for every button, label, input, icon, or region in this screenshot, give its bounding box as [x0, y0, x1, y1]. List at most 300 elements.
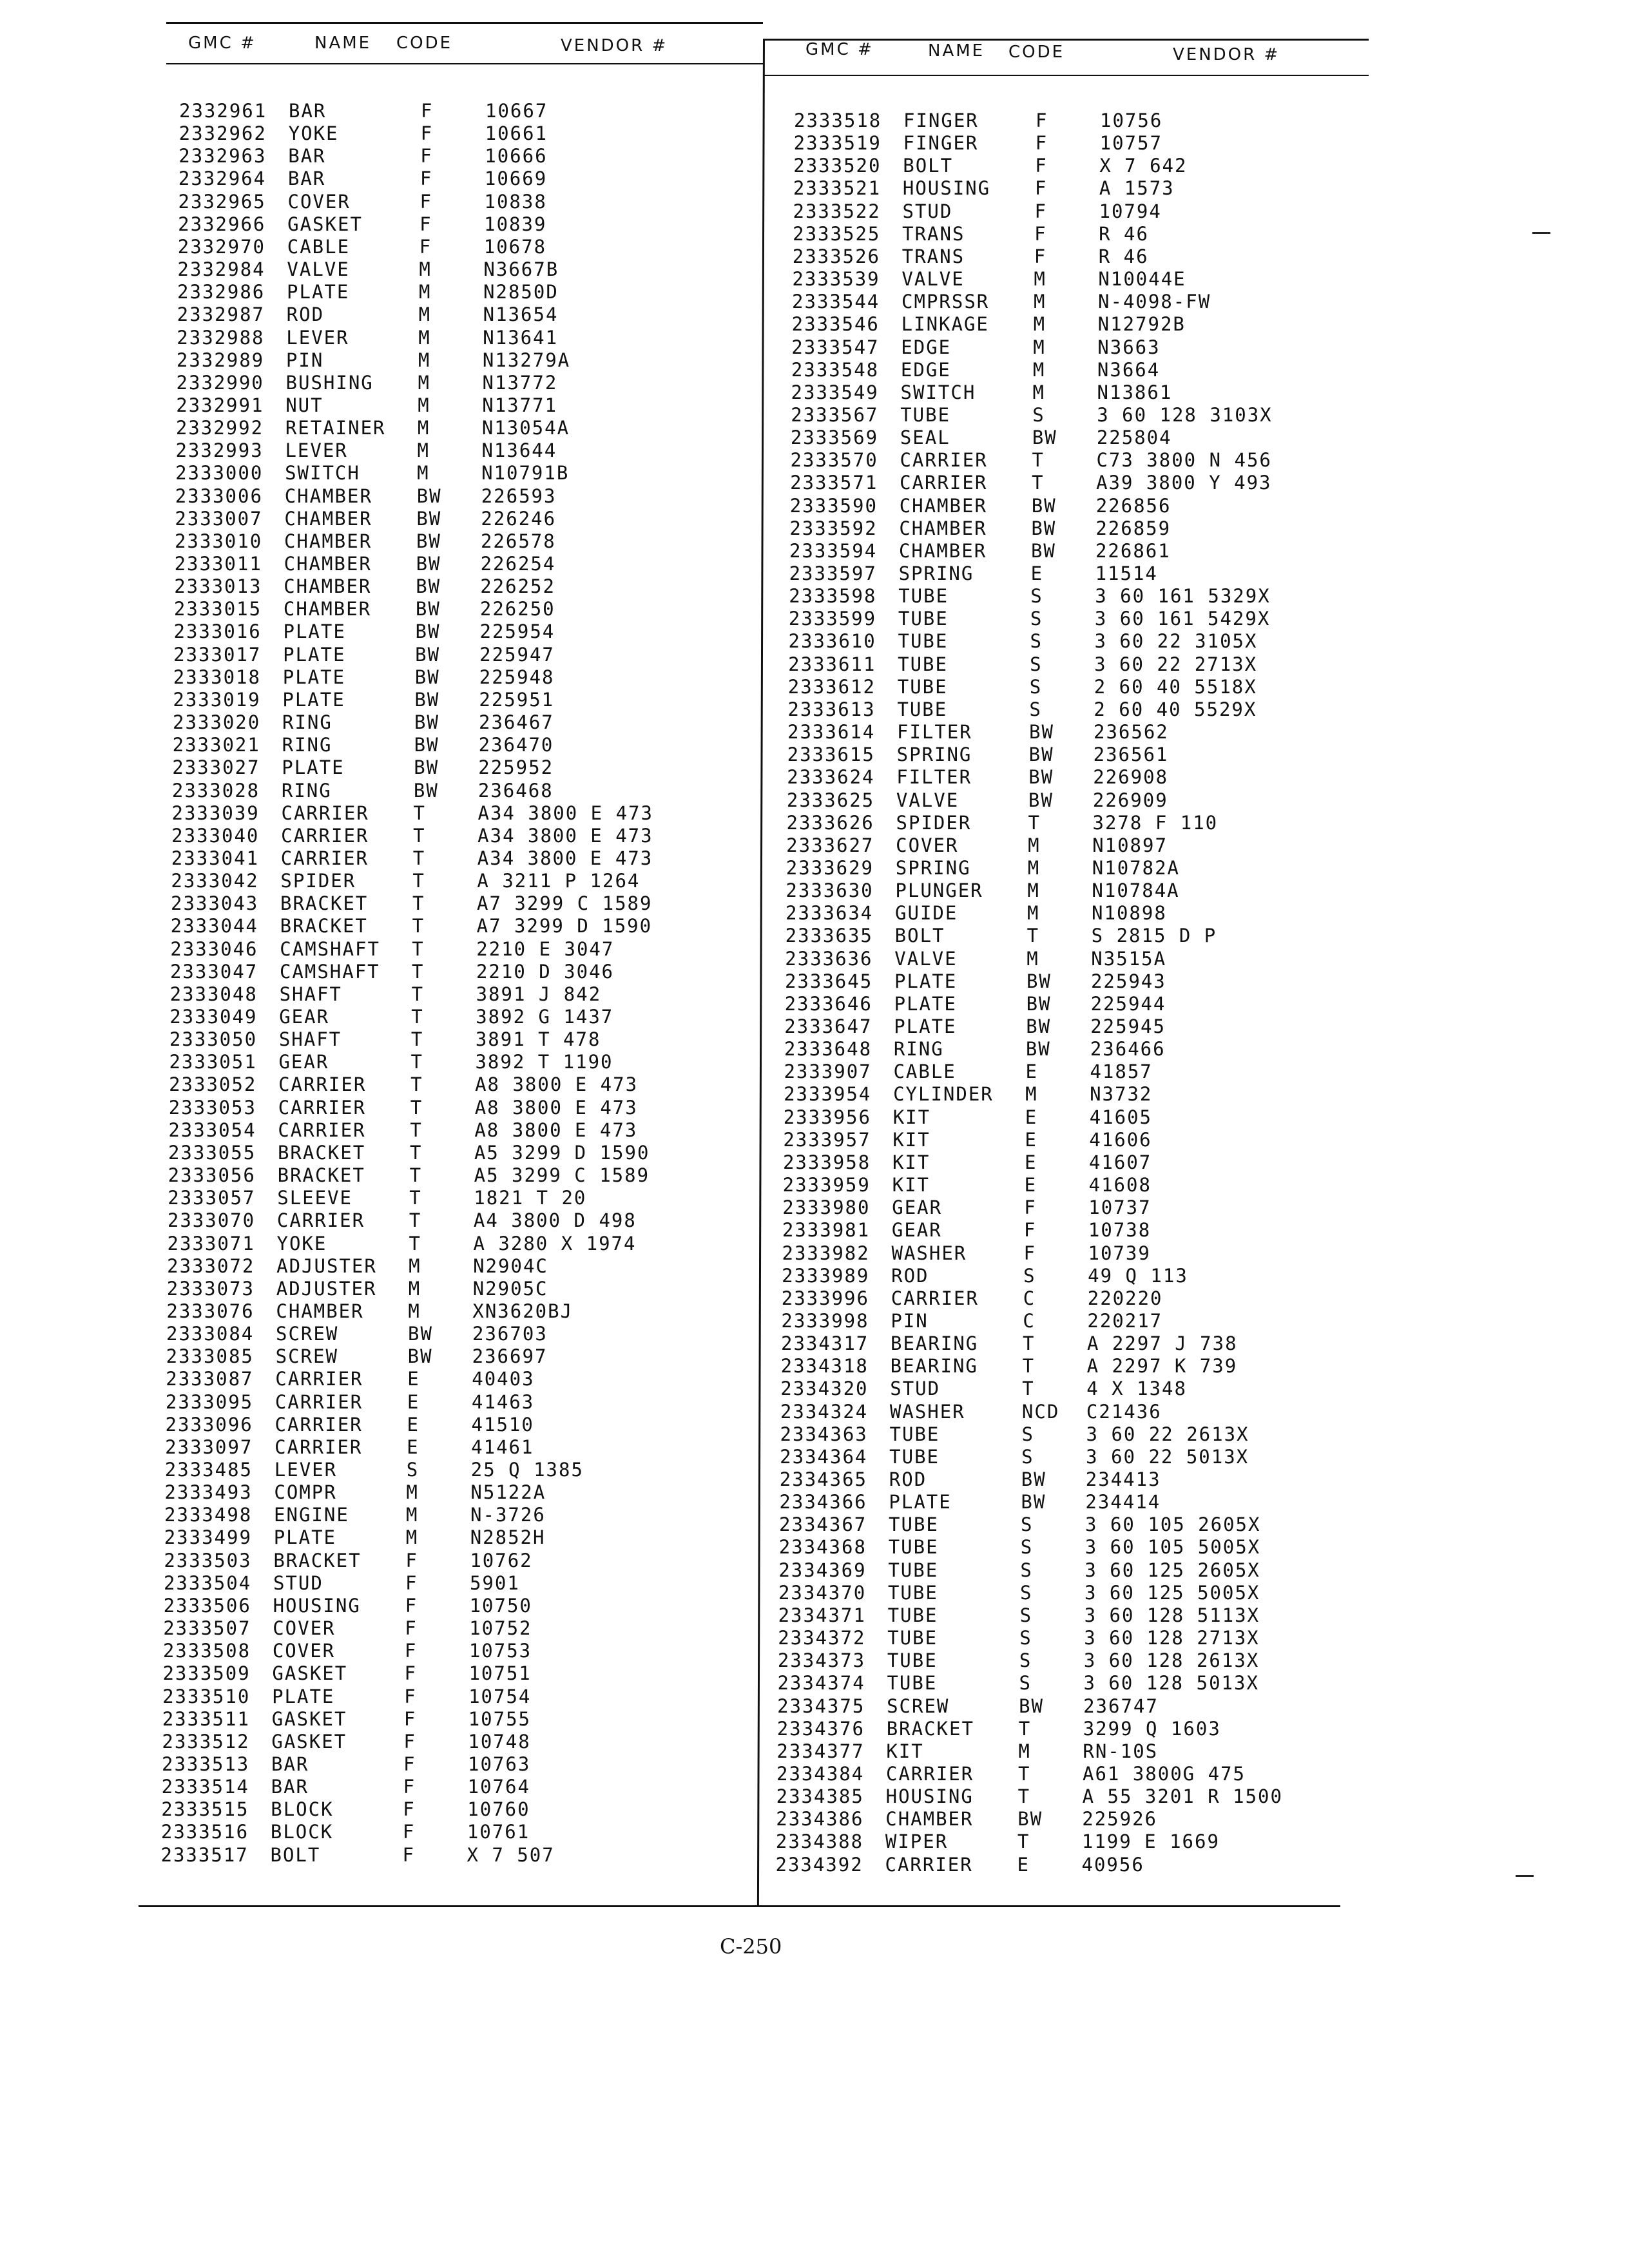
- cell-vend: 1199 E 1669: [1081, 1831, 1220, 1853]
- cell-gmc: 2333051: [169, 1051, 257, 1073]
- cell-code: M: [408, 1277, 421, 1300]
- cell-name: CARRIER: [276, 1209, 365, 1232]
- cell-name: PLATE: [894, 970, 958, 992]
- cell-code: M: [419, 281, 432, 303]
- cell-gmc: 2333048: [169, 983, 258, 1005]
- cell-gmc: 2334368: [778, 1536, 867, 1559]
- cell-gmc: 2333044: [170, 915, 258, 937]
- cell-vend: 3 60 22 2613X: [1086, 1423, 1249, 1445]
- cell-code: M: [409, 1254, 421, 1277]
- cell-gmc: 2333072: [167, 1254, 255, 1277]
- cell-name: SPRING: [896, 744, 972, 766]
- cell-code: F: [405, 1549, 418, 1571]
- cell-vend: 225945: [1090, 1015, 1166, 1037]
- cell-name: PLUNGER: [895, 879, 983, 902]
- cell-vend: 236747: [1083, 1695, 1159, 1717]
- cell-gmc: 2333504: [163, 1571, 252, 1594]
- cell-code: S: [1019, 1581, 1033, 1604]
- cell-gmc: 2333498: [164, 1504, 253, 1526]
- cell-gmc: 2333612: [787, 675, 876, 698]
- cell-name: PLATE: [282, 688, 345, 711]
- cell-vend: N13641: [483, 326, 559, 349]
- cell-vend: N5122A: [470, 1481, 546, 1504]
- cell-gmc: 2333508: [162, 1640, 251, 1662]
- cell-code: S: [1032, 403, 1045, 426]
- cell-gmc: 2334385: [776, 1785, 864, 1808]
- cell-vend: N2850D: [483, 281, 559, 303]
- cell-name: BRACKET: [273, 1549, 361, 1571]
- cell-vend: 226593: [481, 485, 557, 507]
- cell-gmc: 2333569: [790, 427, 879, 449]
- cell-code: F: [419, 168, 433, 190]
- cell-vend: 226578: [480, 530, 556, 552]
- cell-code: F: [402, 1843, 415, 1866]
- cell-gmc: 2333047: [169, 960, 258, 983]
- cell-vend: 226246: [481, 507, 557, 530]
- cell-name: PLATE: [282, 756, 345, 779]
- cell-name: SPRING: [895, 856, 971, 879]
- cell-gmc: 2334372: [778, 1627, 866, 1649]
- cell-name: HOUSING: [885, 1785, 974, 1808]
- cell-name: CABLE: [893, 1061, 956, 1083]
- cell-vend: 225804: [1096, 427, 1172, 449]
- cell-vend: 10762: [470, 1549, 533, 1571]
- cell-code: F: [403, 1730, 416, 1753]
- cell-gmc: 2334386: [776, 1808, 864, 1831]
- cell-code: F: [1035, 155, 1048, 177]
- cell-code: E: [1025, 1061, 1038, 1083]
- cell-name: NUT: [285, 394, 323, 416]
- cell-gmc: 2333015: [173, 598, 262, 620]
- cell-vend: 10757: [1099, 132, 1162, 155]
- cell-code: S: [1020, 1559, 1033, 1581]
- cell-name: KIT: [886, 1740, 924, 1762]
- cell-gmc: 2333513: [161, 1753, 250, 1775]
- cell-vend: N3667B: [483, 258, 559, 281]
- cell-vend: 10794: [1099, 200, 1162, 222]
- cell-code: F: [405, 1594, 418, 1617]
- cell-code: E: [407, 1390, 420, 1413]
- cell-vend: 225926: [1082, 1808, 1158, 1831]
- cell-vend: A 55 3201 R 1500: [1082, 1785, 1283, 1808]
- cell-vend: 3 60 125 2605X: [1084, 1559, 1260, 1581]
- cell-vend: 10755: [468, 1707, 532, 1730]
- cell-gmc: 2333549: [791, 381, 879, 403]
- cell-gmc: 2333547: [791, 336, 880, 358]
- cell-code: BW: [1021, 1491, 1046, 1514]
- cell-code: T: [1017, 1785, 1031, 1808]
- cell-code: BW: [413, 779, 439, 802]
- cell-name: CARRIER: [275, 1413, 363, 1436]
- cell-gmc: 2333635: [785, 925, 873, 947]
- cell-code: F: [1024, 1196, 1037, 1219]
- cell-gmc: 2333043: [171, 892, 259, 915]
- cell-vend: A34 3800 E 473: [477, 802, 653, 824]
- cell-vend: C21436: [1086, 1400, 1162, 1423]
- cell-name: BAR: [287, 168, 326, 190]
- cell-vend: 10756: [1100, 110, 1163, 131]
- cell-name: TUBE: [900, 403, 951, 426]
- cell-name: TUBE: [887, 1627, 938, 1649]
- cell-code: M: [1034, 291, 1046, 313]
- cell-gmc: 2333517: [160, 1843, 249, 1866]
- cell-vend: RN-10S: [1083, 1740, 1159, 1762]
- cell-gmc: 2334317: [781, 1332, 869, 1355]
- cell-gmc: 2333499: [164, 1526, 252, 1549]
- cell-gmc: 2333041: [171, 847, 259, 869]
- cell-name: GEAR: [278, 1051, 329, 1073]
- cell-code: NCD: [1021, 1400, 1060, 1423]
- cell-code: BW: [1025, 1038, 1051, 1061]
- cell-gmc: 2333624: [787, 766, 875, 789]
- cell-code: M: [1032, 381, 1046, 403]
- cell-gmc: 2333989: [782, 1264, 870, 1287]
- cell-vend: 226859: [1095, 517, 1171, 539]
- cell-vend: 3299 Q 1603: [1083, 1717, 1221, 1740]
- cell-code: T: [410, 1073, 423, 1096]
- cell-gmc: 2333957: [783, 1128, 871, 1151]
- cell-code: T: [1032, 449, 1045, 472]
- cell-vend: XN3620BJ: [472, 1300, 574, 1322]
- cell-vend: N10782A: [1092, 856, 1180, 879]
- cell-code: M: [417, 462, 430, 485]
- cell-code: BW: [414, 756, 439, 779]
- cell-vend: 2 60 40 5518X: [1094, 675, 1257, 698]
- cell-name: CARRIER: [275, 1390, 363, 1413]
- cell-code: T: [1028, 811, 1041, 834]
- cell-code: M: [418, 349, 431, 371]
- cell-gmc: 2333085: [166, 1345, 254, 1368]
- cell-code: T: [410, 1119, 423, 1141]
- cell-vend: 220220: [1087, 1287, 1163, 1309]
- cell-gmc: 2333018: [173, 666, 261, 688]
- cell-vend: 10750: [469, 1594, 532, 1617]
- cell-code: T: [410, 1051, 423, 1073]
- cell-name: GASKET: [272, 1662, 348, 1685]
- cell-name: RING: [282, 711, 333, 734]
- cell-vend: A8 3800 E 473: [474, 1119, 638, 1141]
- cell-gmc: 2333028: [171, 779, 260, 802]
- cell-gmc: 2333516: [160, 1821, 249, 1843]
- cell-code: E: [1017, 1853, 1030, 1876]
- bottom-rule: [139, 1905, 1340, 1907]
- cell-gmc: 2333626: [786, 811, 874, 834]
- cell-gmc: 2334365: [779, 1468, 868, 1490]
- cell-name: CARRIER: [278, 1073, 367, 1096]
- cell-vend: 40956: [1081, 1853, 1144, 1876]
- cell-code: T: [410, 1028, 424, 1051]
- header-underline-right: [763, 75, 1369, 76]
- cell-name: CHAMBER: [284, 553, 372, 575]
- cell-code: F: [404, 1662, 417, 1685]
- cell-name: BRACKET: [280, 915, 368, 937]
- cell-vend: 3 60 128 5013X: [1083, 1672, 1259, 1695]
- cell-code: F: [1034, 245, 1047, 267]
- cell-vend: A5 3299 C 1589: [474, 1164, 650, 1187]
- cell-vend: S 2815 D P: [1091, 925, 1217, 947]
- cell-vend: 10753: [468, 1640, 532, 1662]
- cell-code: C: [1023, 1309, 1036, 1332]
- cell-name: CARRIER: [885, 1762, 974, 1785]
- cell-code: T: [1022, 1378, 1035, 1400]
- cell-vend: N13054A: [481, 417, 570, 439]
- cell-code: BW: [1017, 1808, 1043, 1831]
- cell-vend: 236561: [1093, 744, 1169, 766]
- left-header-vendor: VENDOR #: [561, 36, 668, 55]
- cell-gmc: 2333522: [793, 200, 881, 222]
- cell-code: F: [403, 1776, 416, 1798]
- cell-vend: 3 60 161 5329X: [1095, 585, 1271, 608]
- cell-gmc: 2333097: [165, 1436, 253, 1458]
- cell-gmc: 2333493: [164, 1481, 253, 1504]
- cell-name: GASKET: [271, 1707, 347, 1730]
- cell-name: YOKE: [276, 1232, 327, 1254]
- left-header-name: NAME: [314, 34, 372, 53]
- cell-code: F: [403, 1798, 416, 1821]
- cell-gmc: 2333506: [163, 1594, 251, 1617]
- cell-code: BW: [1026, 992, 1052, 1015]
- cell-code: BW: [407, 1345, 433, 1368]
- cell-code: BW: [414, 711, 439, 734]
- cell-code: M: [408, 1300, 421, 1322]
- cell-vend: 10752: [469, 1617, 532, 1640]
- cell-gmc: 2333017: [173, 643, 262, 666]
- cell-gmc: 2334392: [775, 1853, 863, 1876]
- cell-vend: N-3726: [470, 1504, 546, 1526]
- cell-vend: N-4098-FW: [1098, 291, 1211, 313]
- cell-vend: 10838: [484, 190, 547, 213]
- cell-gmc: 2333052: [169, 1073, 257, 1096]
- cell-gmc: 2333646: [784, 992, 872, 1015]
- cell-code: E: [1024, 1151, 1037, 1173]
- cell-code: F: [404, 1640, 418, 1662]
- cell-gmc: 2333597: [789, 562, 877, 584]
- cell-name: CHAMBER: [284, 575, 372, 598]
- cell-name: CARRIER: [900, 449, 988, 472]
- cell-name: VALVE: [901, 268, 965, 291]
- cell-name: GASKET: [271, 1730, 347, 1753]
- cell-gmc: 2333959: [782, 1174, 871, 1196]
- cell-code: T: [409, 1232, 421, 1254]
- cell-name: GEAR: [891, 1219, 942, 1242]
- cell-name: BLOCK: [271, 1798, 334, 1821]
- cell-gmc: 2333013: [174, 575, 262, 598]
- cell-gmc: 2333521: [793, 177, 882, 200]
- cell-name: VALVE: [894, 947, 958, 970]
- cell-name: KIT: [892, 1151, 930, 1173]
- cell-name: CAMSHAFT: [280, 937, 380, 960]
- cell-gmc: 2333998: [781, 1309, 869, 1332]
- cell-gmc: 2333076: [166, 1300, 255, 1322]
- cell-code: E: [1024, 1174, 1037, 1196]
- cell-name: CARRIER: [885, 1853, 973, 1876]
- cell-gmc: 2333610: [788, 630, 876, 653]
- cell-gmc: 2333981: [782, 1219, 871, 1242]
- cell-gmc: 2333958: [782, 1151, 871, 1173]
- cell-vend: 10667: [485, 100, 548, 122]
- cell-vend: A5 3299 D 1590: [474, 1141, 650, 1164]
- cell-gmc: 2333514: [161, 1776, 249, 1798]
- cell-vend: A61 3800G 475: [1082, 1762, 1246, 1785]
- cell-name: SPRING: [898, 562, 974, 584]
- cell-code: F: [421, 100, 434, 122]
- cell-vend: 226856: [1095, 494, 1171, 517]
- cell-code: C: [1023, 1287, 1036, 1309]
- cell-vend: 225952: [478, 756, 554, 779]
- cell-name: LEVER: [274, 1459, 338, 1481]
- cell-code: M: [417, 417, 430, 439]
- cell-gmc: 2332986: [177, 281, 265, 303]
- cell-gmc: 2333070: [167, 1209, 256, 1232]
- cell-code: T: [413, 824, 426, 847]
- cell-vend: 225947: [479, 643, 555, 666]
- column-divider: [757, 39, 765, 1907]
- cell-gmc: 2333548: [791, 358, 880, 381]
- cell-gmc: 2333539: [792, 268, 880, 291]
- cell-code: S: [1029, 698, 1042, 720]
- cell-code: T: [1022, 1355, 1036, 1378]
- cell-vend: A4 3800 D 498: [473, 1209, 637, 1232]
- cell-vend: 3 60 128 3103X: [1097, 403, 1273, 426]
- cell-name: PIN: [891, 1309, 929, 1332]
- cell-code: T: [1023, 1332, 1036, 1355]
- cell-code: S: [1030, 608, 1043, 630]
- right-header-vendor: VENDOR #: [1173, 45, 1280, 64]
- cell-vend: A34 3800 E 473: [477, 847, 653, 869]
- cell-vend: 3 60 125 5005X: [1084, 1581, 1260, 1604]
- cell-code: T: [412, 937, 425, 960]
- cell-name: CHAMBER: [284, 530, 372, 552]
- top-rule-left: [166, 22, 763, 24]
- cell-name: TUBE: [897, 698, 948, 720]
- cell-vend: N2852H: [470, 1526, 546, 1549]
- cell-name: CHAMBER: [899, 494, 987, 517]
- cell-name: BRACKET: [280, 892, 369, 915]
- cell-name: FILTER: [897, 721, 972, 744]
- cell-code: S: [1021, 1445, 1034, 1468]
- cell-vend: 10748: [468, 1730, 531, 1753]
- cell-name: CARRIER: [275, 1436, 363, 1458]
- cell-vend: 41608: [1088, 1174, 1152, 1196]
- cell-name: CARRIER: [281, 824, 369, 847]
- cell-gmc: 2333073: [166, 1277, 255, 1300]
- cell-code: T: [412, 892, 425, 915]
- cell-gmc: 2333599: [788, 608, 877, 630]
- cell-vend: 226250: [479, 598, 555, 620]
- cell-vend: 10738: [1088, 1219, 1152, 1242]
- cell-vend: N13644: [481, 439, 557, 462]
- cell-vend: A 1573: [1099, 177, 1175, 200]
- cell-gmc: 2333020: [173, 711, 261, 734]
- cell-name: WASHER: [889, 1400, 965, 1423]
- cell-code: S: [1020, 1536, 1034, 1559]
- cell-name: PLATE: [894, 1015, 957, 1037]
- cell-gmc: 2332990: [176, 371, 264, 394]
- cell-vend: A8 3800 E 473: [474, 1096, 638, 1119]
- cell-code: F: [1034, 177, 1048, 200]
- cell-name: TUBE: [897, 675, 948, 698]
- cell-gmc: 2333055: [168, 1141, 256, 1164]
- cell-code: BW: [1031, 494, 1057, 517]
- cell-name: CARRIER: [281, 802, 369, 824]
- cell-gmc: 2333592: [789, 517, 878, 539]
- cell-name: BEARING: [891, 1332, 979, 1355]
- cell-code: M: [418, 394, 430, 416]
- cell-gmc: 2334374: [777, 1672, 865, 1695]
- cell-gmc: 2332993: [175, 439, 264, 462]
- cell-name: YOKE: [288, 122, 339, 145]
- cell-code: F: [1035, 132, 1048, 155]
- cell-code: BW: [1028, 766, 1054, 789]
- cell-vend: A7 3299 C 1589: [477, 892, 653, 915]
- cell-vend: 3 60 128 2613X: [1083, 1649, 1260, 1672]
- cell-name: BAR: [289, 100, 327, 122]
- cell-vend: 10839: [484, 213, 547, 235]
- cell-name: ENGINE: [274, 1504, 349, 1526]
- cell-gmc: 2333040: [171, 824, 260, 847]
- cell-gmc: 2333648: [784, 1038, 872, 1061]
- cell-code: E: [407, 1413, 419, 1436]
- cell-vend: 10661: [485, 122, 548, 145]
- cell-code: BW: [416, 553, 441, 575]
- cell-code: T: [1017, 1831, 1030, 1853]
- cell-gmc: 2334371: [778, 1604, 866, 1626]
- cell-code: M: [1033, 336, 1046, 358]
- cell-name: PLATE: [287, 281, 350, 303]
- cell-gmc: 2333627: [786, 834, 874, 856]
- cell-vend: 236703: [472, 1323, 548, 1345]
- cell-vend: N10784A: [1092, 879, 1180, 902]
- cell-name: TUBE: [889, 1445, 940, 1468]
- cell-vend: 225944: [1090, 992, 1166, 1015]
- cell-name: FINGER: [903, 110, 979, 131]
- cell-vend: 225954: [479, 620, 555, 643]
- cell-name: TUBE: [898, 630, 949, 653]
- cell-code: E: [407, 1436, 419, 1458]
- cell-gmc: 2333000: [175, 462, 264, 485]
- cell-vend: 4 X 1348: [1086, 1378, 1187, 1400]
- cell-name: CABLE: [287, 235, 351, 258]
- cell-code: F: [1023, 1242, 1036, 1264]
- cell-gmc: 2333507: [163, 1617, 251, 1640]
- cell-code: T: [1017, 1762, 1031, 1785]
- cell-vend: 3 60 22 5013X: [1086, 1445, 1249, 1468]
- cell-gmc: 2333510: [162, 1685, 251, 1707]
- cell-gmc: 2333511: [162, 1707, 250, 1730]
- cell-vend: 3892 T 1190: [475, 1051, 613, 1073]
- cell-gmc: 2332962: [178, 122, 267, 145]
- cell-vend: 226908: [1093, 766, 1169, 789]
- cell-name: LEVER: [286, 326, 349, 349]
- cell-name: ROD: [891, 1264, 929, 1287]
- cell-name: ROD: [889, 1468, 927, 1490]
- cell-vend: 236466: [1090, 1038, 1166, 1061]
- cell-code: M: [1025, 1083, 1038, 1106]
- cell-name: BOLT: [894, 925, 945, 947]
- cell-vend: N3664: [1097, 358, 1161, 381]
- cell-vend: N12792B: [1097, 313, 1186, 336]
- cell-name: RETAINER: [285, 417, 386, 439]
- cell-vend: N10791B: [481, 462, 570, 485]
- cell-vend: 3892 G 1437: [476, 1006, 614, 1028]
- cell-code: BW: [1031, 517, 1057, 539]
- cell-gmc: 2333057: [168, 1187, 256, 1209]
- cell-name: ADJUSTER: [276, 1277, 377, 1300]
- cell-code: T: [1018, 1717, 1032, 1740]
- cell-name: CHAMBER: [284, 485, 372, 507]
- cell-code: M: [1028, 834, 1041, 856]
- cell-name: EDGE: [900, 358, 951, 381]
